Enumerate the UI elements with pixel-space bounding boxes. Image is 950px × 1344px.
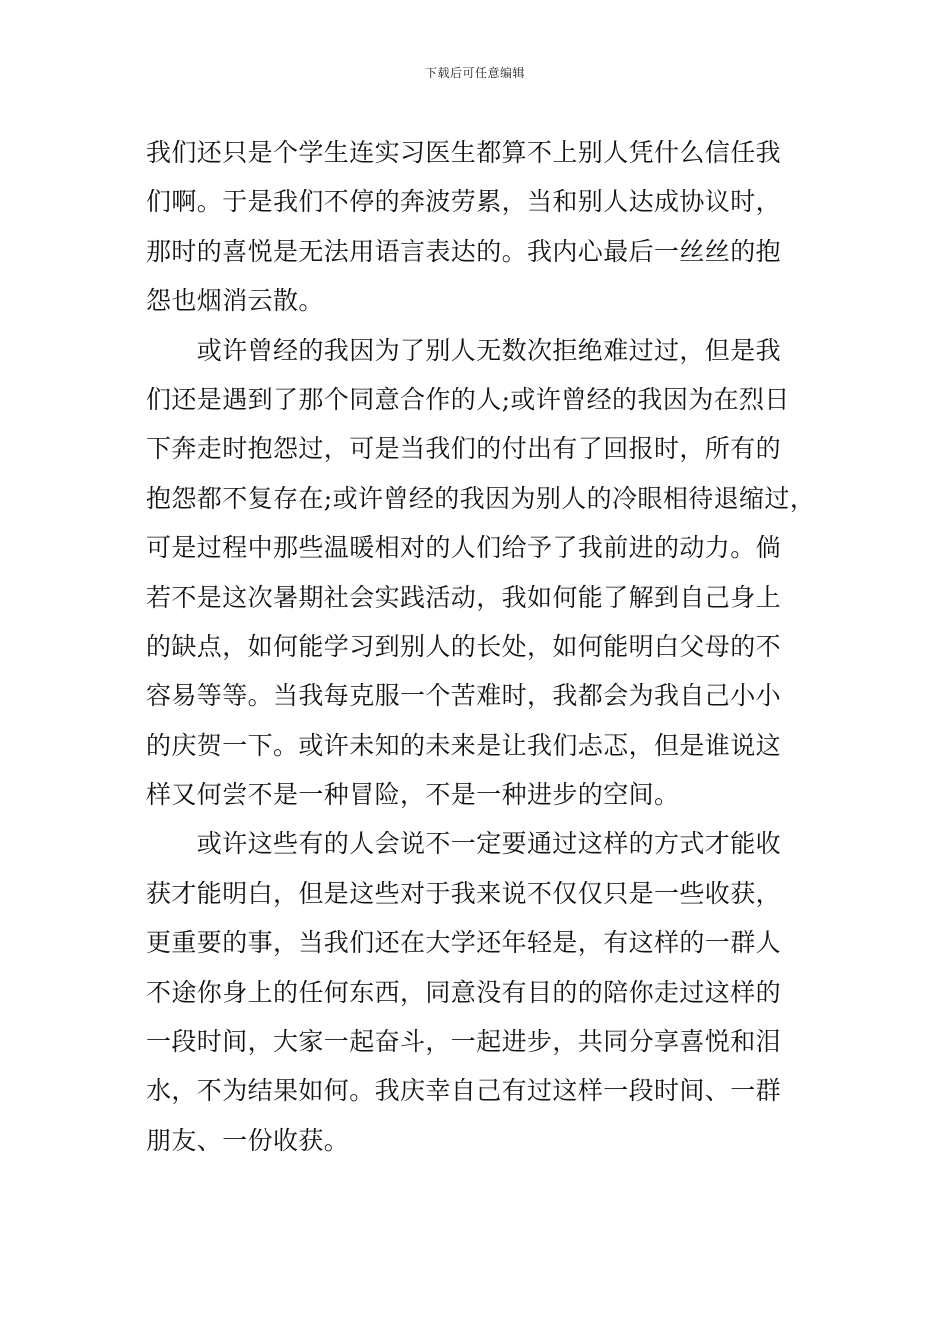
text-line: 抱怨都不复存在;或许曾经的我因为别人的冷眼相待退缩过， <box>146 483 816 513</box>
text-line: 或许这些有的人会说不一定要通过这样的方式才能收 <box>146 829 782 859</box>
text-line: 更重要的事，当我们还在大学还年轻是，有这样的一群人 <box>146 928 782 958</box>
page-header: 下载后可任意编辑 <box>424 66 525 80</box>
text-line: 们啊。于是我们不停的奔波劳累，当和别人达成协议时， <box>146 187 782 217</box>
text-line: 朋友、一份收获。 <box>146 1125 350 1155</box>
text-line: 或许曾经的我因为了别人无数次拒绝难过过，但是我 <box>146 335 782 365</box>
text-line: 我们还只是个学生连实习医生都算不上别人凭什么信任我 <box>146 138 782 167</box>
text-line: 那时的喜悦是无法用语言表达的。我内心最后一丝丝的抱 <box>146 236 782 266</box>
text-line: 下奔走时抱怨过，可是当我们的付出有了回报时，所有的 <box>146 434 782 464</box>
text-line: 可是过程中那些温暖相对的人们给予了我前进的动力。倘 <box>146 533 782 563</box>
text-line: 容易等等。当我每克服一个苦难时，我都会为我自己小小 <box>146 681 782 711</box>
text-line: 怨也烟消云散。 <box>146 286 324 316</box>
text-line: 们还是遇到了那个同意合作的人;或许曾经的我因为在烈日 <box>146 384 790 414</box>
text-line: 的缺点，如何能学习到别人的长处，如何能明白父母的不 <box>146 631 782 661</box>
text-line: 获才能明白，但是这些对于我来说不仅仅只是一些收获， <box>146 878 782 908</box>
text-line: 样又何尝不是一种冒险，不是一种进步的空间。 <box>146 780 680 810</box>
text-line: 不途你身上的任何东西，同意没有目的的陪你走过这样的 <box>146 977 782 1007</box>
text-line: 水，不为结果如何。我庆幸自己有过这样一段时间、一群 <box>146 1076 782 1106</box>
text-line: 的庆贺一下。或许未知的未来是让我们忐忑，但是谁说这 <box>146 730 782 760</box>
text-line: 若不是这次暑期社会实践活动，我如何能了解到自己身上 <box>146 582 782 612</box>
body-text <box>146 128 816 1165</box>
text-line: 一段时间，大家一起奋斗，一起进步，共同分享喜悦和泪 <box>146 1027 782 1057</box>
